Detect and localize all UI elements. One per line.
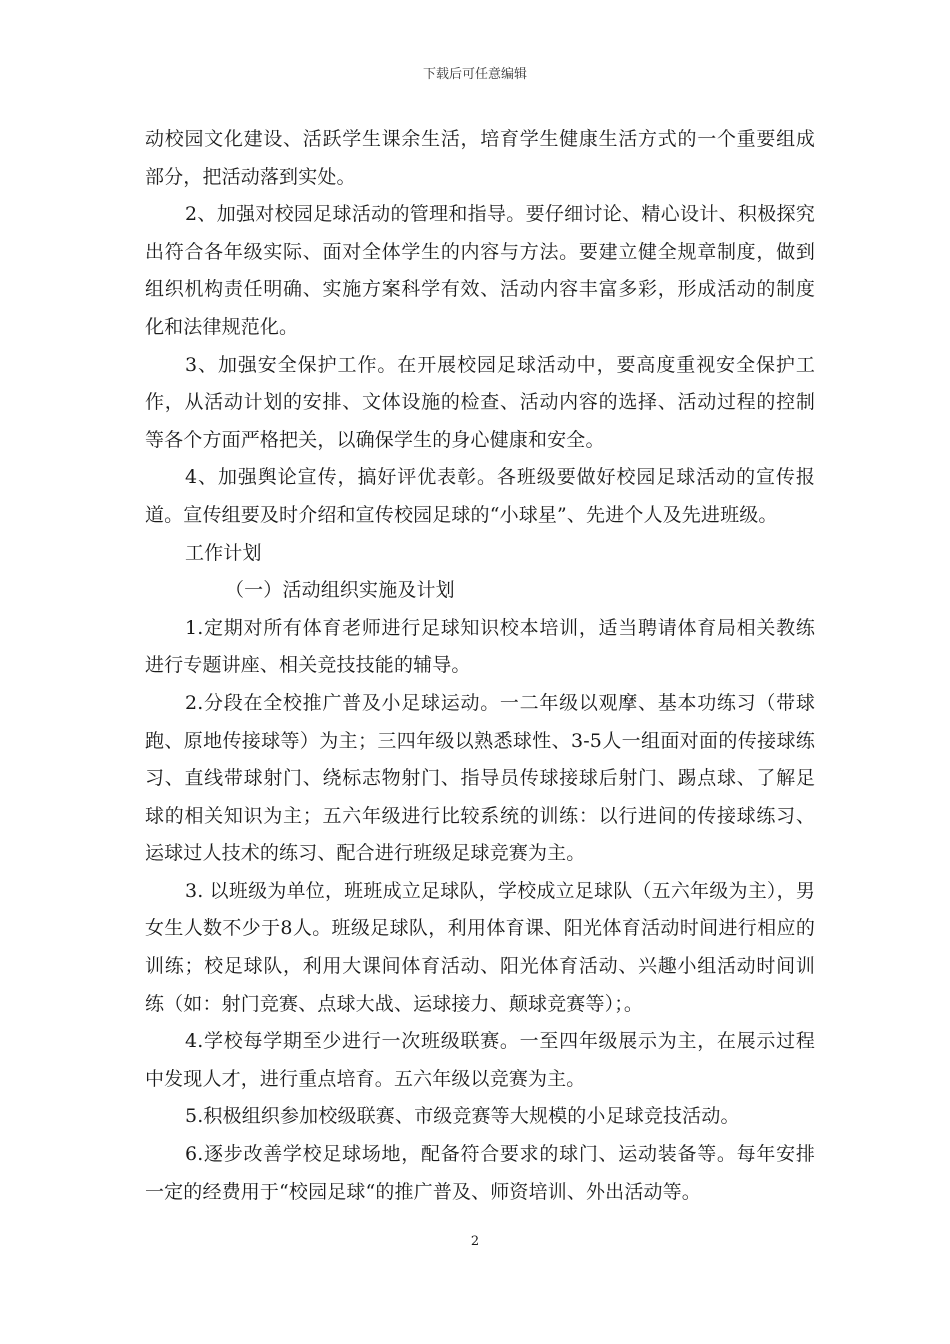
plan-item-3: 3. 以班级为单位，班班成立足球队，学校成立足球队（五六年级为主），男女生人数不少于8人。班级足球队，利用体育课、阳光体育活动时间进行相应的训练；校足球队，利用大课间体育活动、阳光体育活动、兴趣小组活动时间训练（如：射门竞赛、点球大战、运球接力、颠球竞赛等）；。 [145, 879, 815, 1015]
plan-item-5: 5.积极组织参加校级联赛、市级竞赛等大规模的小足球竞技活动。 [185, 1105, 740, 1128]
document-body [145, 121, 815, 1211]
page-number: 2 [470, 1234, 480, 1249]
page-header-note: 下载后可任意编辑 [422, 67, 527, 82]
plan-item-1: 1.定期对所有体育老师进行足球知识校本培训，适当聘请体育局相关教练进行专题讲座、相关竞技技能的辅导。 [145, 616, 815, 677]
section-heading: 工作计划 [185, 541, 262, 564]
paragraph-item-3: 3、加强安全保护工作。在开展校园足球活动中，要高度重视安全保护工作，从活动计划的安排、文体设施的检查、活动内容的选择、活动过程的控制等各个方面严格把关，以确保学生的身心健康和安全。 [145, 353, 815, 451]
plan-item-4: 4.学校每学期至少进行一次班级联赛。一至四年级展示为主，在展示过程中发现人才，进行重点培育。五六年级以竞赛为主。 [145, 1030, 815, 1090]
plan-item-2: 2.分段在全校推广普及小足球运动。一二年级以观摩、基本功练习（带球跑、原地传接球等）为主；三四年级以熟悉球性、3-5人一组面对面的传接球练习、直线带球射门、绕标志物射门、指导员传球接球后射门、踢点球、了解足球的相关知识为主；五六年级进行比较系统的训练：以行进间的传接球练习、运球过人技术的练习、配合进行班级足球竞赛为主。 [145, 691, 815, 865]
subsection-heading: （一）活动组织实施及计划 [225, 579, 455, 602]
plan-item-6: 6.逐步改善学校足球场地，配备符合要求的球门、运动装备等。每年安排一定的经费用于“校园足球“的推广普及、师资培训、外出活动等。 [145, 1143, 815, 1203]
paragraph-continuation: 动校园文化建设、活跃学生课余生活，培育学生健康生活方式的一个重要组成部分，把活动落到实处。 [145, 128, 815, 188]
paragraph-item-4: 4、加强舆论宣传，搞好评优表彰。各班级要做好校园足球活动的宣传报道。宣传组要及时介绍和宣传校园足球的“小球星”、先进个人及先进班级。 [145, 466, 815, 526]
paragraph-item-2: 2、加强对校园足球活动的管理和指导。要仔细讨论、精心设计、积极探究出符合各年级实际、面对全体学生的内容与方法。要建立健全规章制度，做到组织机构责任明确、实施方案科学有效、活动内容丰富多彩，形成活动的制度化和法律规范化。 [145, 203, 815, 338]
